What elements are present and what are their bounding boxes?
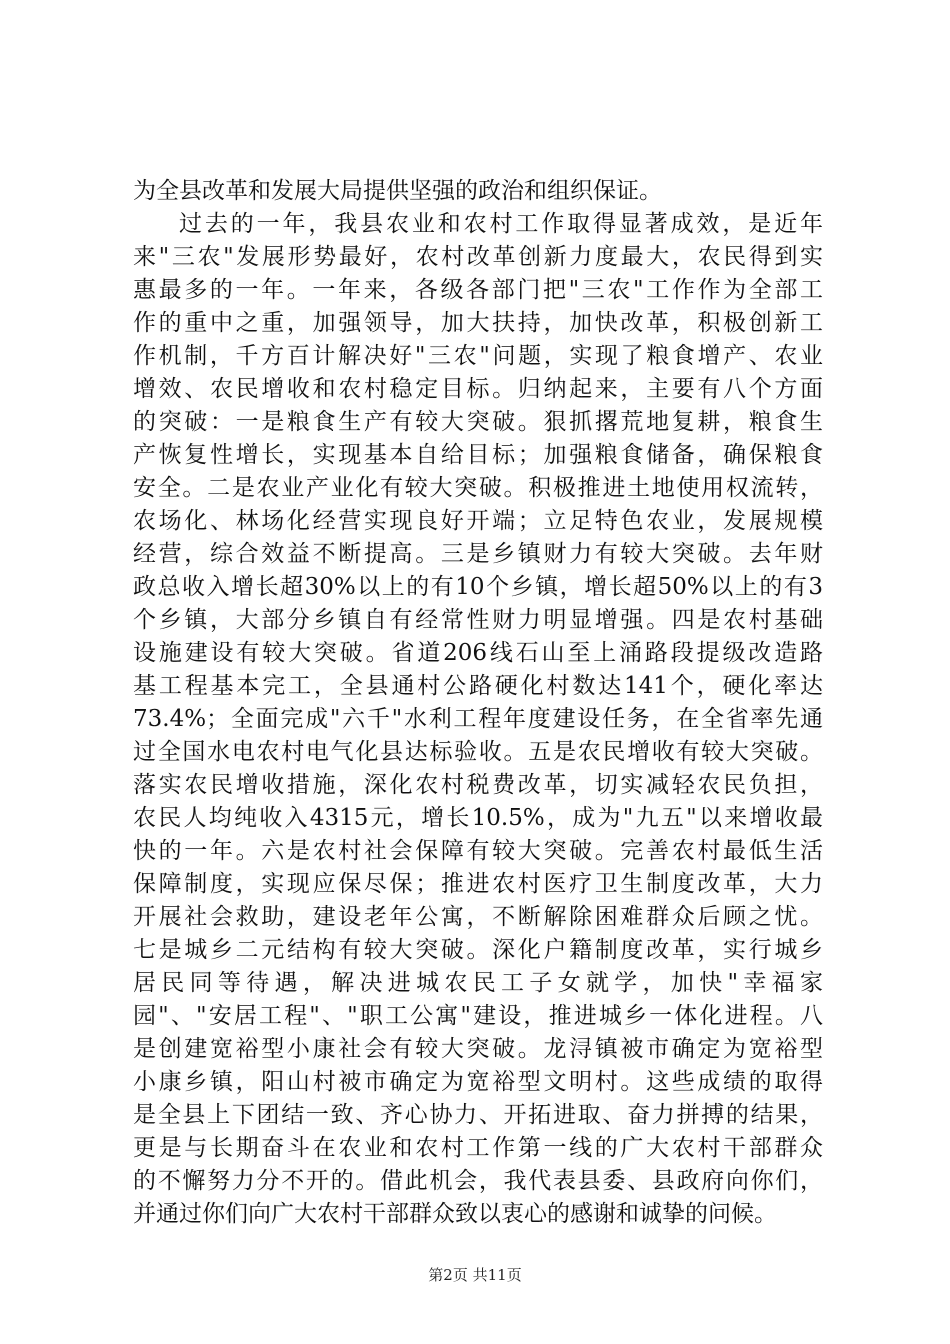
- text-line: 落实农民增收措施，深化农村税费改革，切实减轻农民负担，: [133, 772, 823, 798]
- text-line: 快的一年。六是农村社会保障有较大突破。完善农村最低生活: [133, 838, 823, 864]
- text-line: 的突破：一是粮食生产有较大突破。狠抓撂荒地复耕，粮食生: [133, 409, 823, 435]
- text-line: 更是与长期奋斗在农业和农村工作第一线的广大农村干部群众: [133, 1135, 823, 1161]
- text-line: 增效、农民增收和农村稳定目标。归纳起来，主要有八个方面: [133, 376, 823, 402]
- body-text: [133, 175, 823, 1231]
- text-line: 设施建设有较大突破。省道206线石山至上涌路段提级改造路: [133, 640, 823, 666]
- text-line: 小康乡镇，阳山村被市确定为宽裕型文明村。这些成绩的取得: [133, 1069, 823, 1095]
- text-line: 作机制，千方百计解决好"三农"问题，实现了粮食增产、农业: [133, 343, 823, 369]
- text-line: 并通过你们向广大农村干部群众致以衷心的感谢和诚挚的问候。: [133, 1201, 777, 1227]
- text-line: 是创建宽裕型小康社会有较大突破。龙浔镇被市确定为宽裕型: [133, 1036, 823, 1062]
- text-line: 政总收入增长超30%以上的有10个乡镇，增长超50%以上的有3: [133, 574, 823, 600]
- text-line: 73.4%；全面完成"六千"水利工程年度建设任务，在全省率先通: [133, 706, 823, 732]
- text-line: 保障制度，实现应保尽保；推进农村医疗卫生制度改革，大力: [133, 871, 823, 897]
- text-line: 过去的一年，我县农业和农村工作取得显著成效，是近年: [179, 211, 823, 237]
- text-line: 的不懈努力分不开的。借此机会，我代表县委、县政府向你们，: [133, 1168, 823, 1194]
- text-line: 产恢复性增长，实现基本自给目标；加强粮食储备，确保粮食: [133, 442, 823, 468]
- text-line: 安全。二是农业产业化有较大突破。积极推进土地使用权流转，: [133, 475, 823, 501]
- text-line: 过全国水电农村电气化县达标验收。五是农民增收有较大突破。: [133, 739, 823, 765]
- page-number-footer: 第2页 共11页: [428, 1266, 522, 1284]
- text-line: 园"、"安居工程"、"职工公寓"建设，推进城乡一体化进程。八: [133, 1003, 823, 1029]
- text-line: 居民同等待遇，解决进城农民工子女就学，加快"幸福家: [133, 970, 823, 996]
- text-line: 开展社会救助，建设老年公寓，不断解除困难群众后顾之忧。: [133, 904, 823, 930]
- text-line: 惠最多的一年。一年来，各级各部门把"三农"工作作为全部工: [133, 277, 823, 303]
- text-line: 个乡镇，大部分乡镇自有经常性财力明显增强。四是农村基础: [133, 607, 823, 633]
- text-line: 为全县改革和发展大局提供坚强的政治和组织保证。: [133, 178, 662, 204]
- text-line: 经营，综合效益不断提高。三是乡镇财力有较大突破。去年财: [133, 541, 823, 567]
- text-line: 基工程基本完工，全县通村公路硬化村数达141个，硬化率达: [133, 673, 823, 699]
- text-line: 作的重中之重，加强领导，加大扶持，加快改革，积极创新工: [133, 310, 823, 336]
- text-line: 七是城乡二元结构有较大突破。深化户籍制度改革，实行城乡: [133, 937, 823, 963]
- text-line: 农场化、林场化经营实现良好开端；立足特色农业，发展规模: [133, 508, 823, 534]
- text-line: 农民人均纯收入4315元，增长10.5%，成为"九五"以来增收最: [133, 805, 823, 831]
- text-line: 来"三农"发展形势最好，农村改革创新力度最大，农民得到实: [133, 244, 823, 270]
- text-line: 是全县上下团结一致、齐心协力、开拓进取、奋力拼搏的结果，: [133, 1102, 823, 1128]
